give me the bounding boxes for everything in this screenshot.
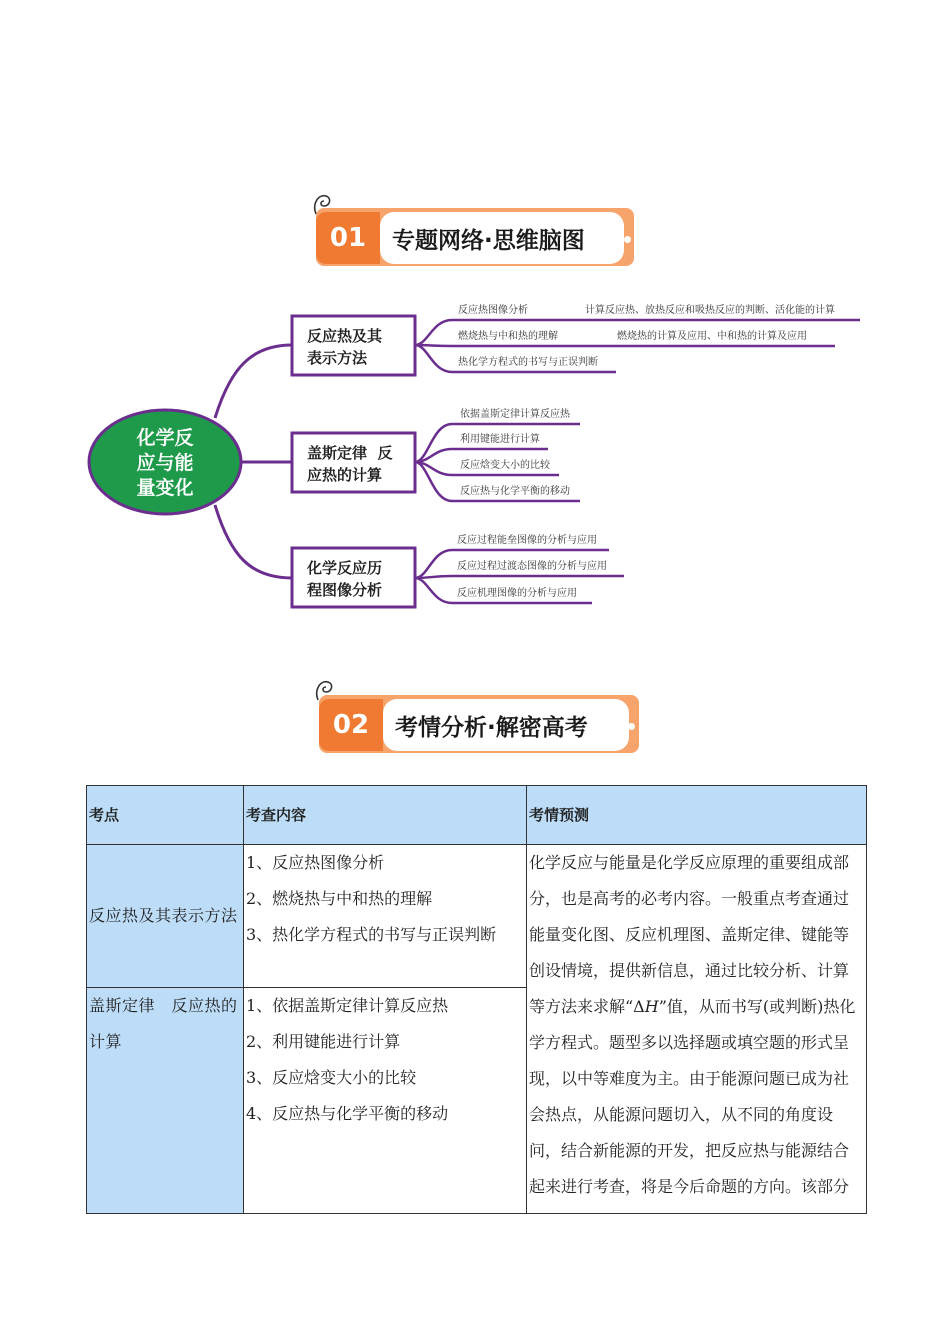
connector-branch-3: [215, 505, 292, 578]
topic-text: 盖斯定律 反应热的计算: [89, 996, 238, 1051]
mind-map: [0, 0, 950, 640]
section-title: 考情分析·解密高考: [383, 699, 629, 751]
topic-cell: [87, 988, 244, 1214]
header-topic: 考点: [87, 786, 244, 845]
section-title: 专题网络·思维脑图: [380, 212, 624, 264]
table-header-row: [87, 786, 867, 845]
branch-1-label-line-1: 反应热及其: [307, 327, 383, 345]
leaf-1-3: 热化学方程式的书写与正误判断: [458, 357, 598, 368]
content-item: 2、燃烧热与中和热的理解: [246, 889, 433, 908]
leaf-1-1-extra: 计算反应热、放热反应和吸热反应的判断、活化能的计算: [585, 305, 835, 316]
center-label-line-3: 量变化: [136, 477, 194, 499]
branch-2-fan: [415, 424, 452, 501]
center-label-line-2: 应与能: [136, 452, 194, 474]
leaf-3-2: 反应过程过渡态图像的分析与应用: [457, 561, 607, 572]
exam-analysis-table: [86, 785, 867, 1214]
forecast-text-part-1: 化学反应与能量是化学反应原理的重要组成部分，也是高考的必考内容。一般重点考查通过能量变化图、反应机理图、盖斯定律、键能等创设情境，提供新信息，通过比较分析、计算等方法来求解“Δ: [529, 853, 850, 1016]
branch-1-fan: [415, 320, 452, 372]
branch-3-label-line-1: 化学反应历: [307, 559, 383, 577]
topic-cell: [87, 845, 244, 988]
forecast-cell: [527, 845, 867, 1214]
forecast-italic-h: H: [644, 997, 659, 1016]
topic-text: 反应热及其表示方法: [89, 906, 238, 925]
leaf-1-1: 反应热图像分析: [458, 305, 528, 316]
section-number: 01: [316, 212, 380, 264]
branch-1-label-line-2: 表示方法: [307, 349, 368, 367]
branch-3-label-line-2: 程图像分析: [307, 581, 383, 599]
leaf-2-2: 利用键能进行计算: [460, 434, 540, 445]
header-forecast: 考情预测: [527, 786, 867, 845]
branch-2-label-line-1: 盖斯定律 反: [307, 444, 393, 462]
content-cell: [244, 988, 527, 1214]
leaf-1-2: 燃烧热与中和热的理解: [458, 331, 558, 342]
branch-2-label-line-2: 应热的计算: [307, 466, 383, 484]
leaf-1-2-extra: 燃烧热的计算及应用、中和热的计算及应用: [617, 331, 807, 342]
content-item: 1、反应热图像分析: [246, 853, 385, 872]
table-row: [87, 845, 867, 988]
leaf-2-1: 依据盖斯定律计算反应热: [460, 409, 570, 420]
content-cell: [244, 845, 527, 988]
content-item: 3、热化学方程式的书写与正误判断: [246, 925, 497, 944]
leaf-3-1: 反应过程能垒图像的分析与应用: [457, 535, 597, 546]
banner-dot: [628, 723, 635, 730]
branch-3-fan: [415, 550, 452, 603]
content-item: 4、反应热与化学平衡的移动: [246, 1104, 449, 1123]
leaf-2-4: 反应热与化学平衡的移动: [460, 486, 570, 497]
leaf-2-3: 反应焓变大小的比较: [460, 460, 550, 471]
content-item: 2、利用键能进行计算: [246, 1032, 401, 1051]
content-item: 3、反应焓变大小的比较: [246, 1068, 417, 1087]
content-item: 1、依据盖斯定律计算反应热: [246, 996, 449, 1015]
header-content: 考查内容: [244, 786, 527, 845]
forecast-text-part-2: ”值，从而书写(或判断)热化学方程式。题型多以选择题或填空题的形式呈现，以中等难度为主。由于能源问题已成为社会热点，从能源问题切入，从不同的角度设问，结合新能源的开发，把反应热与能源结合起来进行考查，将是今后命题的方向。该部分: [529, 997, 856, 1196]
center-label-line-1: 化学反: [136, 427, 194, 449]
section-number: 02: [319, 699, 383, 751]
connector-branch-1: [215, 345, 292, 418]
leaf-3-3: 反应机理图像的分析与应用: [457, 588, 577, 599]
